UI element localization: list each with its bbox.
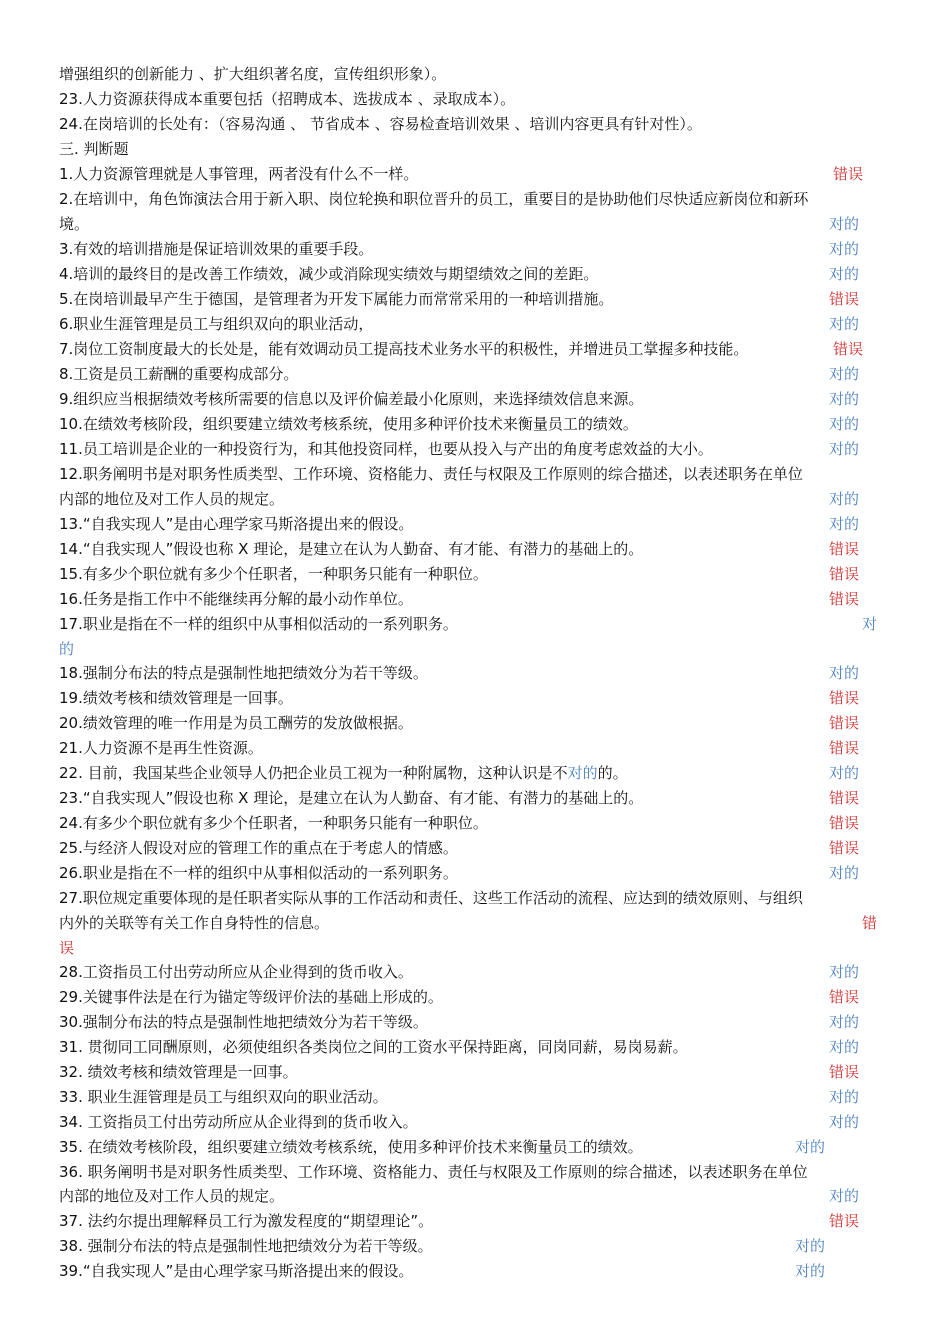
answer-label: 对的	[795, 1262, 826, 1280]
answer-label: 对的	[829, 515, 860, 533]
question-item: 12.职务阐明书是对职务性质类型、工作环境、资格能力、责任与权限及工作原则的综合描述，以表述职务在单位	[59, 465, 803, 483]
answer-label: 对的	[829, 1187, 860, 1205]
answer-label: 错误	[829, 689, 860, 707]
question-item-continued: 内部的地位及对工作人员的规定。	[59, 490, 285, 508]
answer-label: 错误	[829, 839, 860, 857]
answer-label: 对的	[829, 764, 860, 782]
question-item: 28.工资指员工付出劳动所应从企业得到的货币收入。	[59, 963, 413, 981]
question-item: 17.职业是指在不一样的组织中从事相似活动的一系列职务。	[59, 615, 458, 633]
answer-label: 错误	[829, 789, 860, 807]
intro-line-3: 24.在岗培训的长处有：（容易沟通 、 节省成本 、容易检查培训效果 、培训内容更具有针对性）。	[59, 115, 702, 133]
intro-line-2: 23.人力资源获得成本重要包括（招聘成本、选拔成本 、录取成本）。	[59, 90, 516, 108]
question-item: 15.有多少个职位就有多少个任职者，一种职务只能有一种职位。	[59, 565, 488, 583]
answer-label: 错误	[829, 1212, 860, 1230]
question-item: 39.“自我实现人”是由心理学家马斯洛提出来的假设。	[59, 1262, 414, 1280]
answer-label: 对的	[829, 215, 860, 233]
question-item: 32. 绩效考核和绩效管理是一回事。	[59, 1063, 298, 1081]
answer-label: 错误	[833, 165, 864, 183]
answer-label: 对的	[829, 440, 860, 458]
answer-label: 错误	[829, 1063, 860, 1081]
question-item: 25.与经济人假设对应的管理工作的重点在于考虑人的情感。	[59, 839, 458, 857]
answer-label: 对的	[829, 864, 860, 882]
question-item-continued: 境。	[59, 215, 90, 233]
answer-label: 对的	[829, 1038, 860, 1056]
answer-label: 对	[862, 615, 878, 633]
answer-label: 错误	[829, 290, 860, 308]
question-item: 20.绩效管理的唯一作用是为员工酬劳的发放做根据。	[59, 714, 413, 732]
answer-label: 错误	[829, 590, 860, 608]
answer-label: 对的	[829, 1013, 860, 1031]
question-item-continued: 内外的关联等有关工作自身特性的信息。	[59, 914, 330, 932]
question-item: 26.职业是指在不一样的组织中从事相似活动的一系列职务。	[59, 864, 458, 882]
question-item: 8.工资是员工薪酬的重要构成部分。	[59, 365, 299, 383]
answer-label: 对的	[829, 240, 860, 258]
question-item: 24.有多少个职位就有多少个任职者，一种职务只能有一种职位。	[59, 814, 488, 832]
answer-label: 对的	[829, 664, 860, 682]
answer-label: 错误	[829, 988, 860, 1006]
answer-label: 对的	[829, 365, 860, 383]
question-item: 9.组织应当根据绩效考核所需要的信息以及评价偏差最小化原则，来选择绩效信息来源。	[59, 390, 644, 408]
answer-label: 错误	[829, 540, 860, 558]
question-item: 34. 工资指员工付出劳动所应从企业得到的货币收入。	[59, 1113, 418, 1131]
question-item: 14.“自我实现人”假设也称 X 理论，是建立在认为人勤奋、有才能、有潜力的基础上的。	[59, 540, 644, 558]
answer-label: 错误	[829, 565, 860, 583]
answer-label: 错误	[829, 739, 860, 757]
answer-label: 对的	[829, 265, 860, 283]
question-item: 1.人力资源管理就是人事管理，两者没有什么不一样。	[59, 165, 419, 183]
question-item: 10.在绩效考核阶段，组织要建立绩效考核系统，使用多种评价技术来衡量员工的绩效。	[59, 415, 638, 433]
answer-label: 对的	[795, 1237, 826, 1255]
answer-label: 错	[862, 914, 878, 932]
question-item-continued: 内部的地位及对工作人员的规定。	[59, 1187, 285, 1205]
question-item: 27.职位规定重要体现的是任职者实际从事的工作活动和责任、这些工作活动的流程、应达到的绩效原则、与组织	[59, 889, 803, 907]
answer-label: 对的	[829, 963, 860, 981]
question-item: 33. 职业生涯管理是员工与组织双向的职业活动。	[59, 1088, 388, 1106]
question-item: 21.人力资源不是再生性资源。	[59, 739, 263, 757]
section-title: 三. 判断题	[59, 140, 129, 158]
answer-label: 对的	[829, 390, 860, 408]
question-item: 7.岗位工资制度最大的长处是，能有效调动员工提高技术业务水平的积极性，并增进员工掌握多种技能。	[59, 340, 749, 358]
answer-label: 对的	[829, 1088, 860, 1106]
question-item: 11.员工培训是企业的一种投资行为，和其他投资同样，也要从投入与产出的角度考虑效益的大小。	[59, 440, 713, 458]
question-item: 4.培训的最终目的是改善工作绩效，减少或消除现实绩效与期望绩效之间的差距。	[59, 265, 599, 283]
answer-label: 对的	[829, 415, 860, 433]
answer-label: 错误	[829, 814, 860, 832]
question-item: 23.“自我实现人”假设也称 X 理论，是建立在认为人勤奋、有才能、有潜力的基础上的。	[59, 789, 644, 807]
question-item: 13.“自我实现人”是由心理学家马斯洛提出来的假设。	[59, 515, 414, 533]
question-item: 35. 在绩效考核阶段，组织要建立绩效考核系统，使用多种评价技术来衡量员工的绩效。	[59, 1138, 643, 1156]
answer-label-continued: 误	[59, 939, 75, 957]
answer-label: 对的	[829, 315, 860, 333]
question-item: 16.任务是指工作中不能继续再分解的最小动作单位。	[59, 590, 413, 608]
question-item: 31. 贯彻同工同酬原则，必须使组织各类岗位之间的工资水平保持距离，同岗同薪，易岗易薪。	[59, 1038, 688, 1056]
question-item	[59, 761, 628, 785]
question-item: 38. 强制分布法的特点是强制性地把绩效分为若干等级。	[59, 1237, 433, 1255]
question-item: 2.在培训中，角色饰演法合用于新入职、岗位轮换和职位晋升的员工，重要目的是协助他们尽快适应新岗位和新环	[59, 190, 809, 208]
question-item: 6.职业生涯管理是员工与组织双向的职业活动，	[59, 315, 374, 333]
answer-label: 对的	[795, 1138, 826, 1156]
answer-label-continued: 的	[59, 640, 75, 658]
answer-label: 对的	[829, 490, 860, 508]
question-item: 5.在岗培训最早产生于德国，是管理者为开发下属能力而常常采用的一种培训措施。	[59, 290, 614, 308]
question-text-part: 的。	[597, 764, 628, 782]
answer-label: 错误	[833, 340, 864, 358]
question-item: 37. 法约尔提出理解释员工行为激发程度的“期望理论”。	[59, 1212, 434, 1230]
question-item: 18.强制分布法的特点是强制性地把绩效分为若干等级。	[59, 664, 428, 682]
intro-line-1: 增强组织的创新能力 、扩大组织著名度，宣传组织形象）。	[59, 65, 447, 83]
question-item: 30.强制分布法的特点是强制性地把绩效分为若干等级。	[59, 1013, 428, 1031]
question-item: 19.绩效考核和绩效管理是一回事。	[59, 689, 293, 707]
question-item: 3.有效的培训措施是保证培训效果的重要手段。	[59, 240, 374, 258]
answer-label: 对的	[829, 1113, 860, 1131]
inline-answer-text: 对的	[567, 764, 598, 782]
answer-label: 错误	[829, 714, 860, 732]
question-item: 36. 职务阐明书是对职务性质类型、工作环境、资格能力、责任与权限及工作原则的综合描述，以表述职务在单位	[59, 1163, 808, 1181]
question-text-part: 22. 目前，我国某些企业领导人仍把企业员工视为一种附属物，这种认识是不	[59, 764, 568, 782]
question-item: 29.关键事件法是在行为锚定等级评价法的基础上形成的。	[59, 988, 443, 1006]
